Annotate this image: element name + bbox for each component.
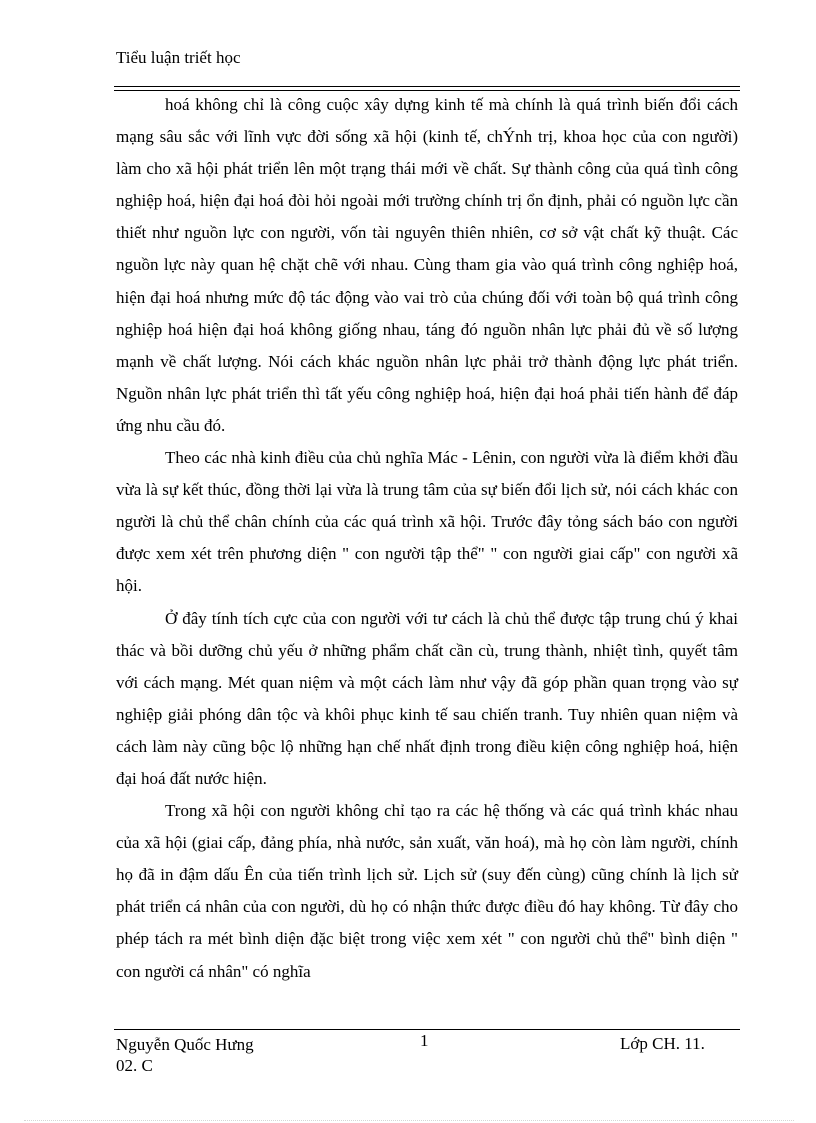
body-paragraph: Theo các nhà kinh điều của chủ nghĩa Mác - Lênin, con người vừa là điểm khởi đầu vừa là sự kết thúc, đồng thời lại vừa là trung tâm của sự biến đổi lịch sử, nói cách khác con người là chủ thể chân chính của các quá trình xã hội. Trước đây tỏng sách báo con người được xem xét trên phương diện " con người tập thể" " con người giai cấp" con người xã hội. (116, 448, 738, 596)
body-paragraph: hoá không chỉ là công cuộc xây dựng kinh tế mà chính là quá trình biến đổi cách mạng sâu sắc với lĩnh vực đời sống xã hội (kinh tế, chÝnh trị, khoa học của con người) làm cho xã hội phát triển lên một trạng thái mới về chất. Sự thành công của quá tình công nghiệp hoá, hiện đại hoá đòi hỏi ngoài mới trường chính trị ổn định, phải có nguồn lực cần thiết như nguồn lực con người, vốn tài nguyên thiên nhiên, cơ sở vật chất kỹ thuật. Các nguồn lực này quan hệ chặt chẽ với nhau. Cùng tham gia vào quá trình công nghiệp hoá, hiện đại hoá nhưng mức độ tác động vào vai trò của chúng đối với toàn bộ quá trình công nghiệp hoá hiện đại hoá không giống nhau, táng đó nguồn nhân lực phải đủ về số lượng mạnh về chất lượng. Nói cách khác nguồn nhân lực phải trở thành động lực phát triển. Nguồn nhân lực phát triển thì tất yếu công nghiệp hoá, hiện đại hoá phải tiến hành để đáp ứng nhu cầu đó. (116, 95, 738, 435)
page-number: 1 (420, 1031, 429, 1050)
footer-author-name: Nguyễn Quốc Hưng (116, 1035, 254, 1054)
document-body (116, 89, 738, 988)
header-rule-upper (114, 86, 740, 87)
body-paragraph: Trong xã hội con người không chỉ tạo ra các hệ thống và các quá trình khác nhau của xã hội (giai cấp, đảng phía, nhà nước, sản xuất, văn hoá), mà họ còn làm người, chính họ đã in đậm dấu Ên của tiến trình lịch sử. Lịch sử (suy đến cùng) cũng chính là lịch sử phát triển cá nhân của con người, dù họ có nhận thức được điều đó hay không. Từ đây cho phép tách ra mét bình diện đặc biệt trong việc xem xét " con người chủ thể" bình diện " con người cá nhân" có nghĩa (116, 801, 738, 981)
footer-class-label: Lớp CH. 11. (620, 1034, 705, 1053)
body-paragraph: Ở đây tính tích cực của con người với tư cách là chủ thể được tập trung chú ý khai thác và bồi dưỡng chủ yếu ở những phẩm chất cần cù, trung thành, nhiệt tình, quyết tâm với cách mạng. Mét quan niệm và một cách làm như vậy đã góp phần quan trọng vào sự nghiệp giải phóng dân tộc và khôi phục kinh tế sau chiến tranh. Tuy nhiên quan niệm và cách làm này cũng bộc lộ những hạn chế nhất định trong điều kiện công nghiệp hoá, hiện đại hoá đất nước hiện. (116, 608, 738, 788)
footer-rule (114, 1029, 740, 1030)
page-edge-divider (24, 1120, 794, 1121)
footer-author-code: 02. C (116, 1056, 153, 1075)
page-header-title: Tiểu luận triết học (116, 48, 241, 67)
footer-author (116, 1034, 254, 1076)
